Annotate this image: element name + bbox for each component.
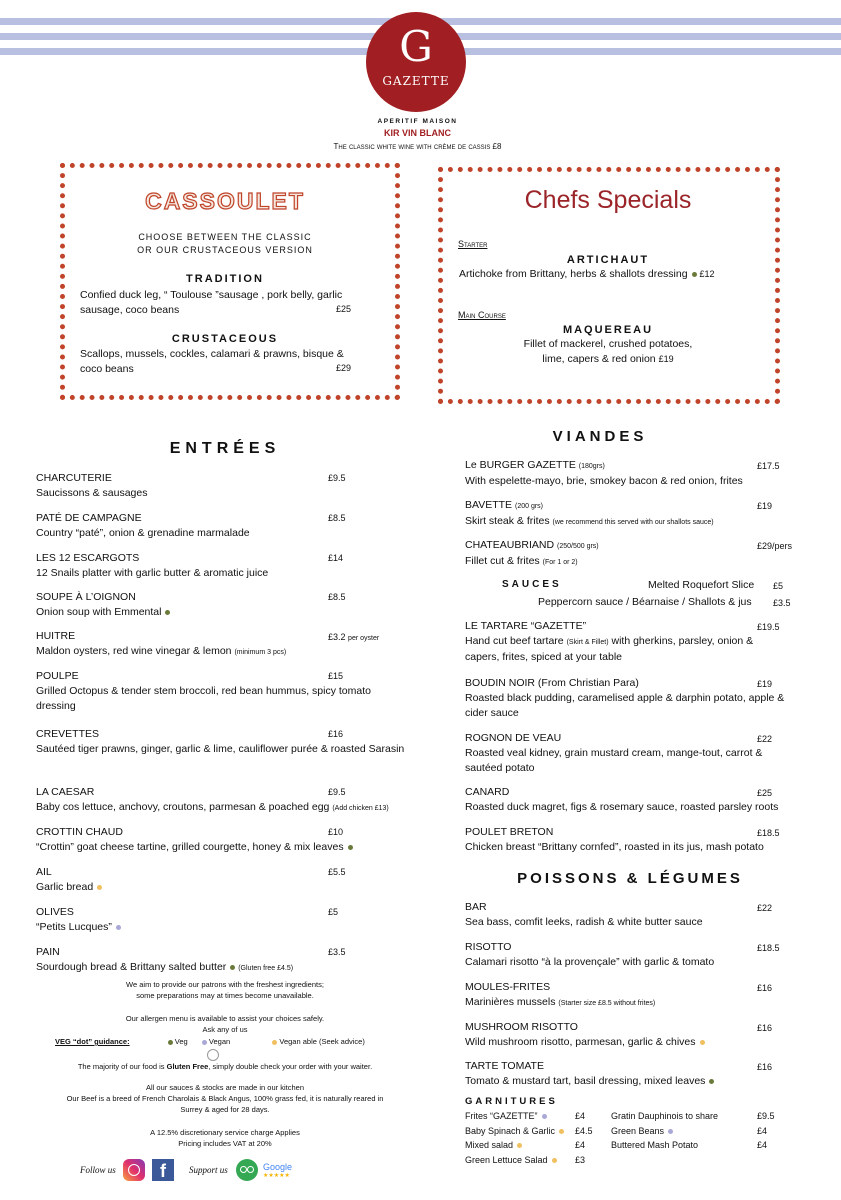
garniture-price: £4 (757, 1126, 768, 1136)
tradition-price: £25 (336, 304, 352, 314)
item-name: LA CAESAR (36, 786, 95, 798)
item-price: £29/pers (757, 541, 793, 551)
item-sub: (250/500 grs) (557, 543, 599, 550)
item-desc: Garlic bread (36, 881, 94, 893)
menu-item (36, 471, 336, 501)
tripadvisor-icon[interactable] (236, 1159, 258, 1181)
vegan-able-dot-icon (700, 1040, 705, 1045)
item-note: (For 1 or 2) (542, 559, 578, 566)
fresh-note (40, 979, 410, 1001)
item-desc: Roasted veal kidney, grain mustard cream, mange-tout, carrot & sautéed potato (465, 747, 763, 774)
item-desc: Marinières mussels (465, 996, 556, 1008)
item-desc: Onion soup with Emmental (36, 606, 162, 618)
menu-item (465, 498, 775, 530)
main-course-label: Main Course (458, 310, 506, 320)
garniture-name: Mixed salad (465, 1140, 514, 1150)
vegan-able-dot-icon (272, 1040, 277, 1045)
garniture-price: £3 (575, 1155, 586, 1165)
garniture-name: Buttered Mash Potato (611, 1140, 699, 1150)
item-desc: Baby cos lettuce, anchovy, croutons, parmesan & poached egg (36, 801, 330, 813)
vegan-dot-icon (202, 1040, 207, 1045)
item-desc: 12 Snails platter with garlic butter & aromatic juice (36, 567, 269, 579)
item-name: PATÉ DE CAMPAGNE (36, 512, 142, 524)
tradition-name: TRADITION (186, 273, 264, 285)
item-desc: Grilled Octopus & tender stem broccoli, red bean hummus, spicy tomato dressing (36, 685, 371, 712)
item-name: TARTE TOMATE (465, 1060, 544, 1072)
veg-dot-icon (230, 965, 235, 970)
menu-item (36, 905, 339, 935)
gluten-free-icon (207, 1049, 219, 1061)
item-name: OLIVES (36, 906, 74, 918)
aperitif-desc: The classic white wine with crème de cassis £8 (333, 142, 502, 151)
artichaut-line (459, 268, 715, 280)
item-desc: Sea bass, comfit leeks, radish & white butter sauce (465, 916, 703, 928)
cassoulet-intro-1: CHOOSE BETWEEN THE CLASSIC (138, 232, 312, 242)
maquereau-name: MAQUEREAU (562, 324, 654, 336)
crustaceous-price: £29 (336, 363, 352, 373)
vegan-able-dot-icon (517, 1143, 522, 1148)
gf-post: , simply double check your order with your waiter. (208, 1062, 373, 1071)
menu-item (465, 538, 775, 570)
item-price: £22 (757, 734, 773, 744)
item-name: CANARD (465, 786, 510, 798)
cassoulet-title: CASSOULET (145, 188, 305, 214)
garniture-name: Gratin Dauphinois to share (611, 1111, 719, 1121)
vegan-dot-icon (542, 1114, 547, 1119)
garniture-price: £4 (757, 1140, 768, 1150)
item-price: £16 (757, 1062, 773, 1072)
item-desc: Tomato & mustard tart, basil dressing, mixed leaves (465, 1075, 706, 1087)
item-desc: With espelette-mayo, brie, smokey bacon & red onion, frites (465, 475, 743, 487)
roquefort-label: Melted Roquefort Slice (648, 579, 755, 591)
roquefort-price: £5 (773, 581, 784, 591)
artichaut-price: £12 (699, 269, 715, 279)
instagram-icon[interactable] (123, 1159, 145, 1181)
item-price: £16 (757, 983, 773, 993)
vegan-able-label: Vegan able (Seek advice) (279, 1037, 365, 1046)
garniture-price: £9.5 (757, 1111, 775, 1121)
item-desc: Roasted black pudding, caramelised apple & darphin potato, apple & cider sauce (465, 692, 785, 719)
item-name: AIL (36, 866, 52, 878)
sauces-note-3: Surrey & aged for 28 days. (180, 1105, 270, 1114)
item-name: HUITRE (36, 630, 76, 642)
item-desc: Sautéed tiger prawns, ginger, garlic & lime, cauliflower purée & roasted Sarasin (36, 743, 405, 755)
item-price: £5.5 (328, 867, 346, 877)
gf-pre: The majority of our food is (77, 1062, 165, 1071)
menu-item (465, 1020, 785, 1050)
menu-item (465, 1059, 785, 1089)
service-note (30, 1127, 420, 1149)
garniture-item (611, 1126, 673, 1136)
item-name: CHATEAUBRIAND (465, 539, 555, 551)
item-desc: Fillet cut & frites (465, 555, 540, 567)
specials-title: Chefs Specials (524, 186, 692, 214)
item-desc: Chicken breast “Brittany cornfed”, roasted in its jus, mash potato (465, 841, 764, 853)
artichaut-desc: Artichoke from Brittany, herbs & shallots dressing (459, 268, 688, 280)
garniture-name: Green Lettuce Salad (465, 1155, 548, 1165)
item-desc: Wild mushroom risotto, parmesan, garlic & chives (465, 1036, 696, 1048)
crustaceous-desc: Scallops, mussels, cockles, calamari & prawns, bisque & coco beans (80, 348, 344, 375)
menu-item (465, 619, 785, 665)
garniture-name: Green Beans (611, 1126, 665, 1136)
garniture-name: Frites “GAZETTE” (465, 1111, 538, 1121)
logo-name: GAZETTE (382, 74, 450, 88)
vegan-dot-icon (116, 925, 121, 930)
item-desc: “Crottin” goat cheese tartine, grilled courgette, honey & mix leaves (36, 841, 344, 853)
menu-item (465, 785, 805, 815)
item-name: BAVETTE (465, 499, 513, 511)
item-name: RISOTTO (465, 941, 512, 953)
item-note: (we recommend this served with our shallots sauce) (552, 519, 714, 526)
cassoulet-intro-2: OR OUR CRUSTACEOUS VERSION (137, 245, 313, 255)
menu-item (465, 980, 785, 1011)
item-desc: Calamari risotto “à la provençale” with garlic & tomato (465, 956, 715, 968)
item-name: POULPE (36, 670, 79, 682)
item-desc: Hand cut beef tartare (465, 635, 564, 647)
item-desc: Skirt steak & frites (465, 515, 550, 527)
item-price: £19 (757, 501, 773, 511)
item-note: (Starter size £8.5 without frites) (558, 1000, 656, 1007)
follow-us-label: Follow us (80, 1165, 116, 1175)
item-sub: (200 grs) (515, 503, 544, 510)
item-name: Le BURGER GAZETTE (465, 459, 576, 471)
item-price: £9.5 (328, 473, 346, 483)
item-price: £15 (328, 671, 344, 681)
garniture-item (465, 1126, 564, 1136)
item-price: £5 (328, 907, 339, 917)
item-price-value: £3.2 (328, 632, 346, 642)
item-desc: Country “paté”, onion & grenadine marmalade (36, 527, 250, 539)
menu-item (465, 458, 775, 489)
menu-item (36, 865, 336, 895)
menu-item (465, 940, 785, 970)
garniture-item (465, 1155, 557, 1165)
item-note: (Gluten free £4.5) (238, 965, 294, 972)
veg-guidance-title: VEG “dot” guidance: (55, 1037, 130, 1046)
gluten-free-note (30, 1061, 420, 1072)
google-label: Google (263, 1162, 293, 1172)
item-name: BAR (465, 901, 487, 913)
menu-item (36, 785, 436, 816)
item-desc: Roasted duck magret, figs & rosemary sauce, roasted parsley roots (465, 801, 779, 813)
item-name: LES 12 ESCARGOTS (36, 552, 140, 564)
item-price: £3.5 (328, 947, 346, 957)
menu-item (465, 825, 805, 855)
item-name: SOUPE À L’OIGNON (36, 591, 136, 603)
veg-label: Veg (174, 1037, 188, 1046)
starter-label: Starter (458, 239, 488, 249)
item-desc: Saucissons & sausages (36, 487, 148, 499)
item-name: CHARCUTERIE (36, 472, 112, 484)
item-name: MOULES-FRITES (465, 981, 551, 993)
menu-item (465, 731, 795, 776)
allergen-note-2: Ask any of us (202, 1025, 248, 1034)
menu-item (465, 676, 795, 721)
maquereau-desc-2: lime, capers & red onion (542, 353, 656, 365)
fresh-note-2: some preparations may at times become unavailable. (136, 991, 314, 1000)
menu-item (465, 900, 785, 930)
item-name: CREVETTES (36, 728, 100, 740)
poissons-title: POISSONS & LÉGUMES (517, 870, 743, 887)
item-price: £17.5 (757, 461, 780, 471)
garnitures-title: GARNITURES (465, 1096, 558, 1107)
aperitif-label: APERITIF MAISON (377, 118, 458, 125)
item-price: £9.5 (328, 787, 346, 797)
menu-item (36, 590, 336, 620)
maquereau-line-2 (448, 353, 768, 365)
item-note: (Add chicken £13) (332, 805, 389, 812)
aperitif-name: KIR VIN BLANC (384, 128, 451, 138)
veg-guidance (55, 1037, 415, 1046)
item-note: (minimum 3 pcs) (234, 649, 287, 656)
item-price (328, 632, 379, 642)
sauces-title: SAUCES (502, 579, 562, 590)
menu-item (36, 825, 416, 855)
gf-bold: Gluten Free (166, 1062, 209, 1071)
gazette-logo (366, 12, 466, 112)
maquereau-price: £19 (658, 354, 674, 364)
garniture-name: Baby Spinach & Garlic (465, 1126, 556, 1136)
item-name: ROGNON DE VEAU (465, 732, 562, 744)
item-price: £22 (757, 903, 773, 913)
item-note: (Skirt & Fillet) (566, 639, 609, 646)
item-price: £16 (757, 1023, 773, 1033)
sauces-list-price: £3.5 (773, 598, 791, 608)
item-name: LE TARTARE “GAZETTE” (465, 620, 587, 632)
vegan-dot-icon (668, 1129, 673, 1134)
item-price: £8.5 (328, 592, 346, 602)
sauces-note (30, 1082, 420, 1115)
allergen-note (40, 1013, 410, 1035)
menu-item (36, 629, 336, 660)
vegan-able-dot-icon (552, 1158, 557, 1163)
menu-item (36, 727, 406, 757)
sauces-list: Peppercorn sauce / Béarnaise / Shallots & jus (538, 596, 752, 608)
garniture-price: £4.5 (575, 1126, 593, 1136)
item-price: £25 (757, 788, 773, 798)
menu-item (36, 669, 406, 714)
item-price: £18.5 (757, 828, 780, 838)
veg-dot-icon (709, 1079, 714, 1084)
item-name: PAIN (36, 946, 60, 958)
sauces-note-1: All our sauces & stocks are made in our kitchen (146, 1083, 304, 1092)
tradition-desc: Confied duck leg, “ Toulouse ”sausage , pork belly, garlic sausage, coco beans (80, 289, 343, 316)
vegan-label: Vegan (208, 1037, 231, 1046)
item-sub: (180grs) (578, 463, 605, 470)
item-desc-2: with gherkins, parsley, onion & capers, frites, spiced at your table (465, 635, 754, 663)
garniture-price: £4 (575, 1140, 586, 1150)
item-price: £16 (328, 729, 344, 739)
item-price: £18.5 (757, 943, 780, 953)
item-price: £19 (757, 679, 773, 689)
vegan-able-dot-icon (559, 1129, 564, 1134)
viandes-title: VIANDES (552, 428, 648, 445)
sauces-note-2: Our Beef is a breed of French Charolais & Black Angus, 100% grass fed, it is naturally reared in (66, 1094, 384, 1103)
support-us-label: Support us (189, 1165, 228, 1175)
menu-item (36, 551, 336, 581)
garniture-item (465, 1140, 522, 1150)
menu-item (36, 511, 336, 541)
allergen-note-1: Our allergen menu is available to assist your choices safely. (125, 1014, 325, 1023)
service-note-1: A 12.5% discretionary service charge Applies (150, 1128, 300, 1137)
item-desc: “Petits Lucques” (36, 921, 112, 933)
item-price: £10 (328, 827, 344, 837)
item-name: CROTTIN CHAUD (36, 826, 123, 838)
service-note-2: Pricing includes VAT at 20% (178, 1139, 272, 1148)
item-desc: Maldon oysters, red wine vinegar & lemon (36, 645, 232, 657)
maquereau-desc-1: Fillet of mackerel, crushed potatoes, (523, 338, 693, 350)
crustaceous-name: CRUSTACEOUS (171, 333, 279, 345)
item-price: £14 (328, 553, 344, 563)
artichaut-name: ARTICHAUT (566, 254, 650, 266)
veg-dot-icon (348, 845, 353, 850)
item-price: £19.5 (757, 622, 780, 632)
item-desc: Sourdough bread & Brittany salted butter (36, 961, 227, 973)
vegan-able-dot-icon (97, 885, 102, 890)
google-reviews-icon[interactable]: Google ★★★★★ (263, 1162, 293, 1179)
veg-dot-icon (165, 610, 170, 615)
veg-dot-icon (692, 272, 697, 277)
veg-dot-icon (168, 1040, 173, 1045)
facebook-icon[interactable]: f (152, 1159, 174, 1181)
logo-initial: G (399, 22, 433, 71)
garniture-item (465, 1111, 547, 1121)
item-name: POULET BRETON (465, 826, 554, 838)
entrees-title: ENTRÉES (169, 440, 281, 457)
item-name: BOUDIN NOIR (From Christian Para) (465, 677, 639, 689)
fresh-note-1: We aim to provide our patrons with the freshest ingredients; (126, 980, 324, 989)
item-price: £8.5 (328, 513, 346, 523)
menu-item (36, 945, 366, 976)
item-name: MUSHROOM RISOTTO (465, 1021, 578, 1033)
item-price-note: per oyster (348, 635, 380, 642)
garniture-price: £4 (575, 1111, 586, 1121)
